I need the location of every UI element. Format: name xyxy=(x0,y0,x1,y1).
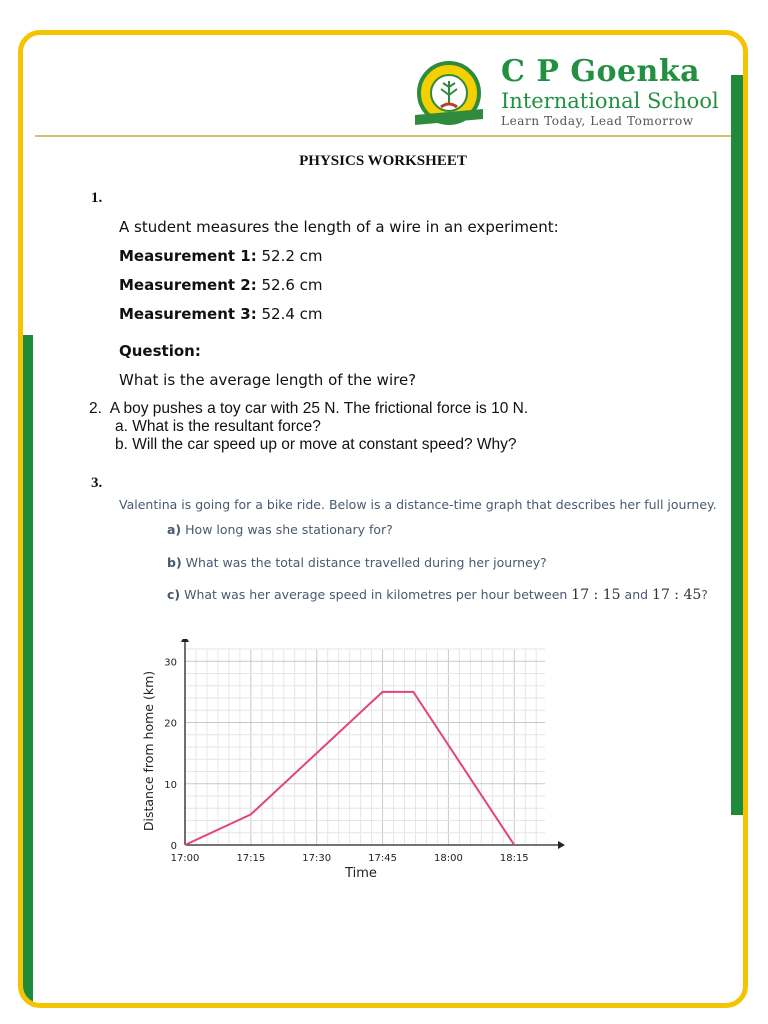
border-accent-left xyxy=(23,335,33,1008)
question-3-number: 3. xyxy=(91,475,103,491)
x-tick-label: 17:45 xyxy=(368,853,397,864)
distance-time-chart xyxy=(129,639,579,879)
q3-part-a: a) How long was she stationary for? xyxy=(167,522,393,537)
q1-measurement-3: Measurement 3: 52.4 cm xyxy=(119,305,323,323)
page-border xyxy=(18,30,748,1008)
y-tick-label: 0 xyxy=(170,841,177,852)
x-tick-label: 17:30 xyxy=(302,853,332,864)
q3-part-c: c) What was her average speed in kilometres per hour between 17 : 15 and 17 : 45? xyxy=(167,587,708,603)
x-axis-arrow-icon xyxy=(558,841,565,849)
q3-intro: Valentina is going for a bike ride. Below is a distance-time graph that describes her full journey. xyxy=(119,497,717,512)
q1-question-label: Question: xyxy=(119,342,201,360)
q1-measurement-2: Measurement 2: 52.6 cm xyxy=(119,276,323,294)
question-2 xyxy=(89,400,528,454)
school-name-line1: C P Goenka xyxy=(501,54,701,89)
question-3 xyxy=(119,497,717,603)
x-tick-label: 17:15 xyxy=(236,853,266,864)
worksheet-title: PHYSICS WORKSHEET xyxy=(299,153,467,169)
school-tagline: Learn Today, Lead Tomorrow xyxy=(501,114,694,128)
y-axis-arrow-icon xyxy=(181,639,189,642)
q3-part-b: b) What was the total distance travelled during her journey? xyxy=(167,555,547,570)
q1-measurement-1: Measurement 1: 52.2 cm xyxy=(119,247,323,265)
y-tick-label: 20 xyxy=(164,718,177,730)
q1-intro: A student measures the length of a wire in an experiment: xyxy=(119,218,559,236)
q1-question-text: What is the average length of the wire? xyxy=(119,371,417,389)
school-name xyxy=(501,55,719,129)
border-accent-right xyxy=(731,75,743,815)
question-1 xyxy=(119,213,559,395)
x-tick-label: 18:00 xyxy=(434,853,463,864)
x-tick-label: 18:15 xyxy=(499,853,529,864)
q2-part-b: b. Will the car speed up or move at constant speed? Why? xyxy=(115,436,517,453)
y-axis-label: Distance from home (km) xyxy=(141,670,156,832)
x-tick-label: 17:00 xyxy=(170,853,200,864)
header-divider xyxy=(35,135,731,137)
question-1-number: 1. xyxy=(91,190,103,206)
y-tick-label: 10 xyxy=(164,779,177,791)
y-tick-label: 30 xyxy=(164,657,177,669)
school-logo-icon xyxy=(411,57,487,133)
q2-text: 2. A boy pushes a toy car with 25 N. The frictional force is 10 N. xyxy=(89,400,529,417)
school-name-line2: International School xyxy=(501,89,719,113)
x-axis-label: Time xyxy=(345,866,377,879)
q2-part-a: a. What is the resultant force? xyxy=(115,418,321,435)
